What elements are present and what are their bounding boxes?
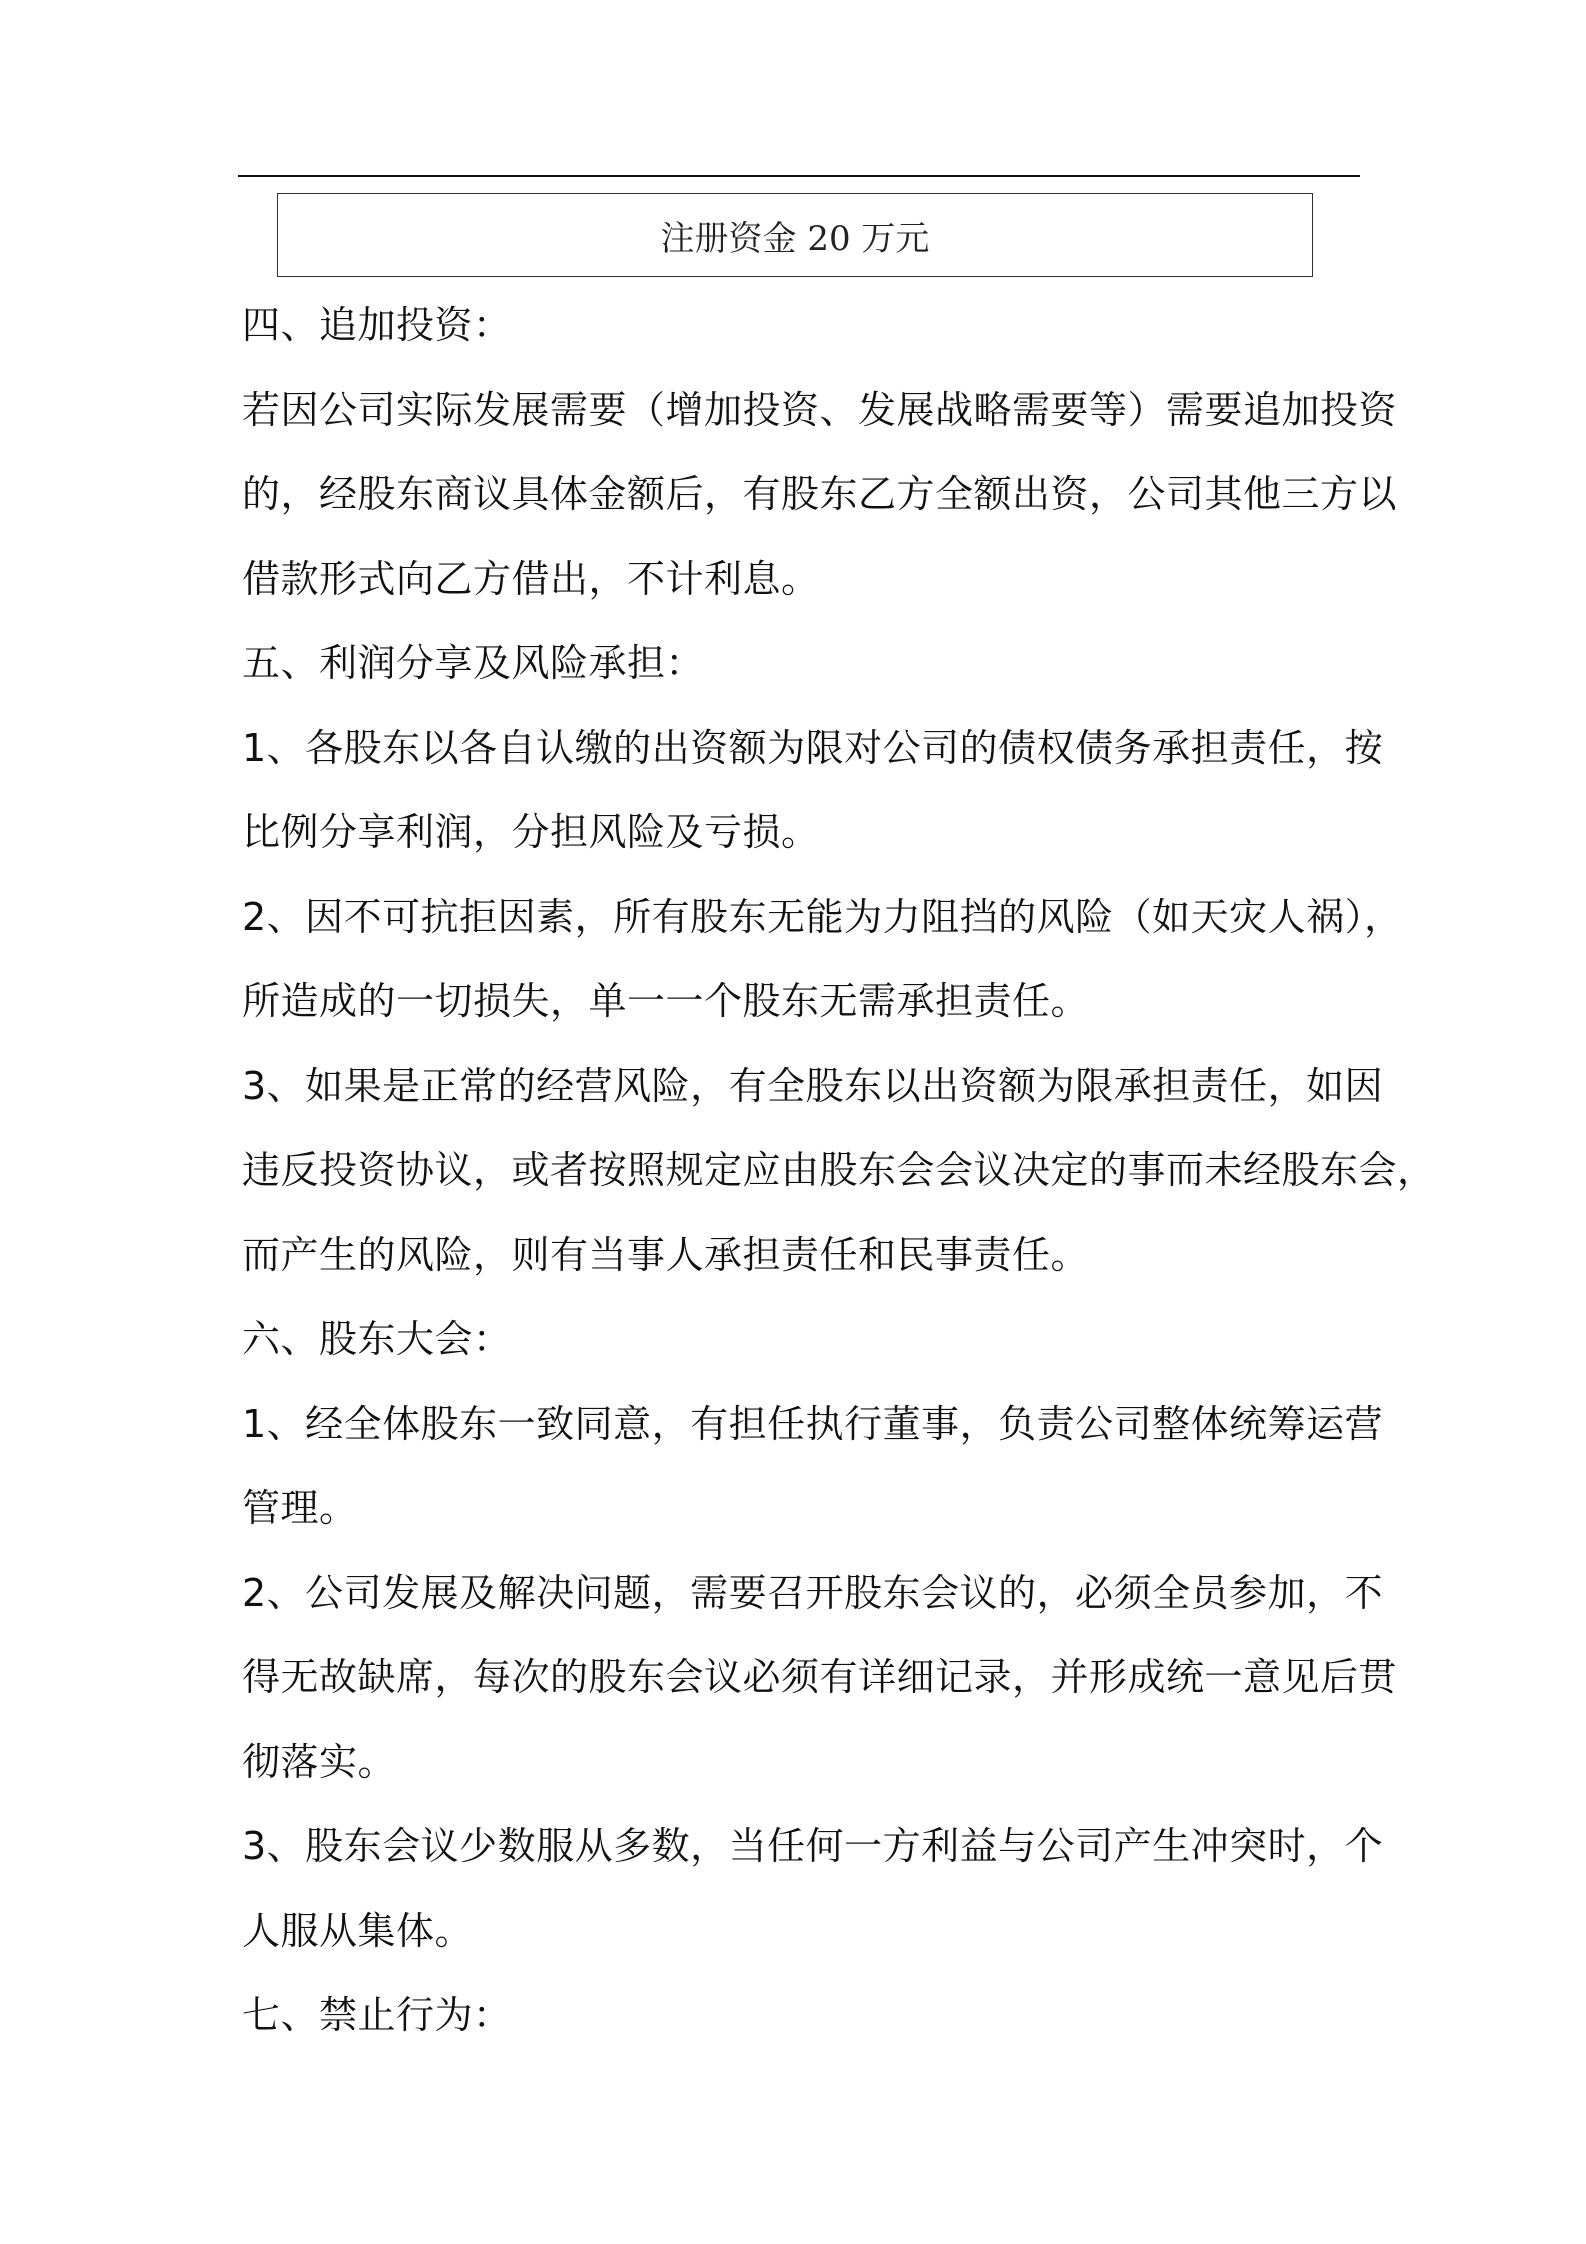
paragraph-line: 3、股东会议少数服从多数，当任何一方利益与公司产生冲突时，个 [242,1824,1384,1868]
paragraph-line: 1、经全体股东一致同意，有担任执行董事，负责公司整体统筹运营 [242,1401,1384,1446]
paragraph-line: 借款形式向乙方借出，不计利息。 [242,556,820,601]
section-heading-additional-investment: 四、追加投资： [242,303,512,347]
paragraph-line: 得无故缺席，每次的股东会议必须有详细记录，并形成统一意见后贯 [242,1655,1398,1699]
paragraph-line: 比例分享利润，分担风险及亏损。 [242,810,820,854]
section-heading-profit-risk: 五、利润分享及风险承担： [242,641,705,685]
paragraph-line: 违反投资协议，或者按照规定应由股东会会议决定的事而未经股东会， [242,1148,1436,1192]
paragraph-line: 2、因不可抗拒因素，所有股东无能为力阻挡的风险（如天灾人祸）， [242,894,1403,939]
paragraph-line: 若因公司实际发展需要（增加投资、发展战略需要等）需要追加投资 [242,387,1398,432]
paragraph-line: 2、公司发展及解决问题，需要召开股东会议的，必须全员参加，不 [242,1570,1384,1615]
paragraph-line: 彻落实。 [242,1739,397,1784]
top-rule [238,175,1360,177]
paragraph-line: 1、各股东以各自认缴的出资额为限对公司的债权债务承担责任，按 [242,725,1384,770]
paragraph-line: 的，经股东商议具体金额后，有股东乙方全额出资，公司其他三方以 [242,472,1398,516]
paragraph-line: 而产生的风险，则有当事人承担责任和民事责任。 [242,1232,1090,1277]
section-heading-shareholders-meeting: 六、股东大会： [242,1317,512,1361]
document-body [242,283,1436,2058]
paragraph-line: 管理。 [242,1486,358,1530]
paragraph-line: 所造成的一切损失，单一一个股东无需承担责任。 [242,979,1090,1023]
section-heading-prohibited-acts: 七、禁止行为： [242,1993,512,2037]
paragraph-line: 人服从集体。 [242,1908,474,1953]
paragraph-line: 3、如果是正常的经营风险，有全股东以出资额为限承担责任，如因 [242,1063,1384,1108]
registered-capital-box [277,193,1313,277]
registered-capital-text: 注册资金 20 万元 [660,218,930,259]
